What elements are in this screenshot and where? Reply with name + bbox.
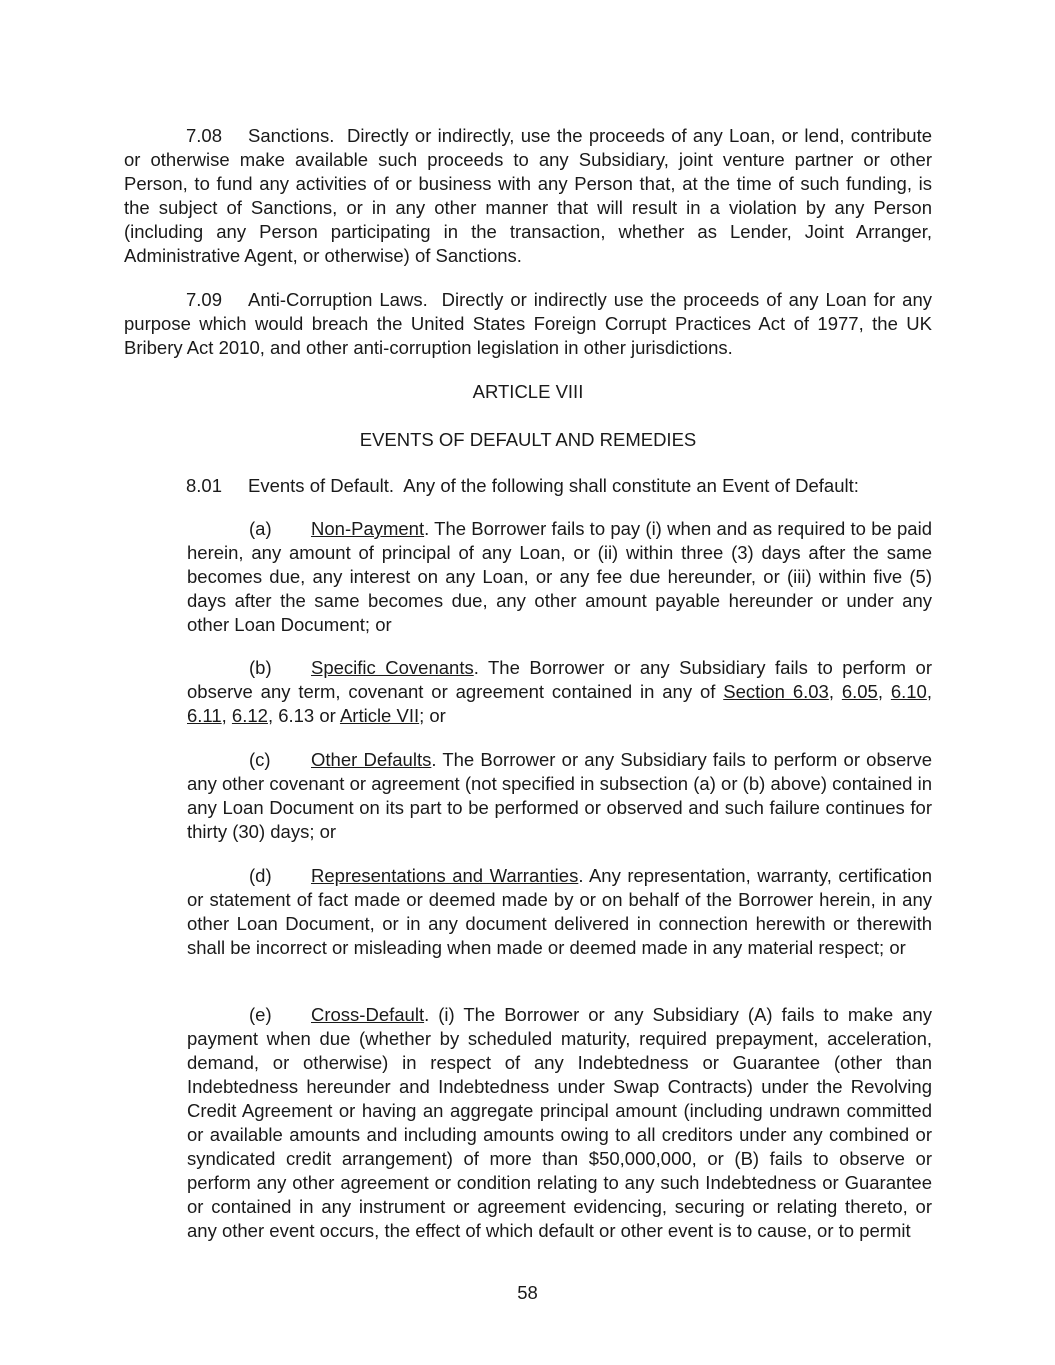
section-title: Anti-Corruption Laws. (248, 289, 428, 310)
section-number: 8.01 (186, 475, 223, 496)
section-7-08 (124, 124, 932, 268)
section-ref-link: 6.05 (841, 681, 878, 702)
section-ref-link: Section 6.03 (723, 681, 829, 702)
clause-title: Specific Covenants (311, 657, 474, 678)
clause-body: . Any representation, warranty, certification or statement of fact made or deemed made by or on behalf of the Borrower herein, in any other Loan Document, or in any document delivered in connection herewith or therewith shall be incorrect or misleading when made or deemed made in any material respect; or (187, 865, 932, 958)
clause-title: Cross-Default (311, 1004, 425, 1025)
page-number: 58 (517, 1282, 538, 1303)
clause-e (187, 1003, 932, 1243)
clause-title: Representations and Warranties (311, 865, 579, 886)
clause-text: ; or (419, 705, 446, 726)
clause-label: (e) (249, 1004, 272, 1025)
clause-body: . The Borrower or any Subsidiary fails to perform or observe any term, covenant or agreement contained in any of (187, 657, 932, 702)
clause-title: Other Defaults (311, 749, 432, 770)
section-title: Sanctions. (248, 125, 335, 146)
section-8-01 (124, 474, 932, 498)
section-number: 7.08 (186, 125, 223, 146)
clause-body: . (i) The Borrower or any Subsidiary (A) fails to make any payment when due (whether by scheduled maturity, required prepayment, acceleration, demand, or otherwise) in respect of any Indebtedness or Guarantee (other than Indebtedness hereunder and Indebtedness under Swap Contracts) under the Revolving Credit Agreement or having an aggregate principal amount (including undrawn committed or available amounts and including amounts owing to all creditors under any combined or syndicated credit arrangement) of more than $50,000,000, or (B) fails to observe or perform any other agreement or condition relating to any such Indebtedness or Guarantee or contained in any instrument or agreement evidencing, securing or relating thereto, or any other event occurs, the effect of which default or other event is to cause, or to permit (187, 1004, 932, 1241)
separator: , (926, 681, 932, 702)
separator: , (221, 705, 232, 726)
section-ref-link: 6.11 (187, 705, 222, 726)
article-heading: ARTICLE VIII (472, 381, 584, 402)
clause-label: (d) (249, 865, 272, 886)
clause-text: , 6.13 or (267, 705, 340, 726)
clause-label: (c) (249, 749, 271, 770)
clause-body: . The Borrower or any Subsidiary fails to perform or observe any other covenant or agreement (not specified in subsection (a) or (b) above) contained in any Loan Document on its part to be performed or observed and such failure continues for thirty (30) days; or (187, 749, 932, 842)
section-ref-link: 6.10 (890, 681, 927, 702)
section-body: Directly or indirectly, use the proceeds of any Loan, or lend, contribute or otherwise make available such proceeds to any Subsidiary, joint venture partner or other Person, to fund any activities of or business with any Person that, at the time of such funding, is the subject of Sanctions, or in any other manner that will result in a violation by any Person (including any Person participating in the transaction, whether as Lender, Joint Arranger, Administrative Agent, or otherwise) of Sanctions. (124, 125, 933, 266)
section-body: Directly or indirectly use the proceeds of any Loan for any purpose which would breach the United States Foreign Corrupt Practices Act of 1977, the UK Bribery Act 2010, and other anti-corruption legislation in other jurisdictions. (124, 289, 932, 358)
article-ref-link: Article VII (339, 705, 420, 726)
article-subheading: EVENTS OF DEFAULT AND REMEDIES (359, 429, 697, 450)
section-number: 7.09 (186, 289, 223, 310)
section-ref-link: 6.12 (231, 705, 268, 726)
clause-c (187, 748, 932, 844)
separator: , (877, 681, 891, 702)
clause-d (187, 864, 932, 960)
clause-label: (b) (249, 657, 272, 678)
separator: , (828, 681, 842, 702)
section-7-09 (124, 288, 932, 360)
clause-label: (a) (249, 518, 272, 539)
clause-body: . The Borrower fails to pay (i) when and as required to be paid herein, any amount of principal of any Loan, or (ii) within three (3) days after the same becomes due, any interest on any Loan, or any fee due hereunder, or (iii) within five (5) days after the same becomes due, any other amount payable hereunder or under any other Loan Document; or (187, 518, 932, 635)
clause-title: Non-Payment (311, 518, 425, 539)
clause-a (187, 517, 932, 637)
clause-b (187, 656, 932, 728)
section-body: Any of the following shall constitute an Event of Default: (403, 475, 859, 496)
section-title: Events of Default. (248, 475, 395, 496)
